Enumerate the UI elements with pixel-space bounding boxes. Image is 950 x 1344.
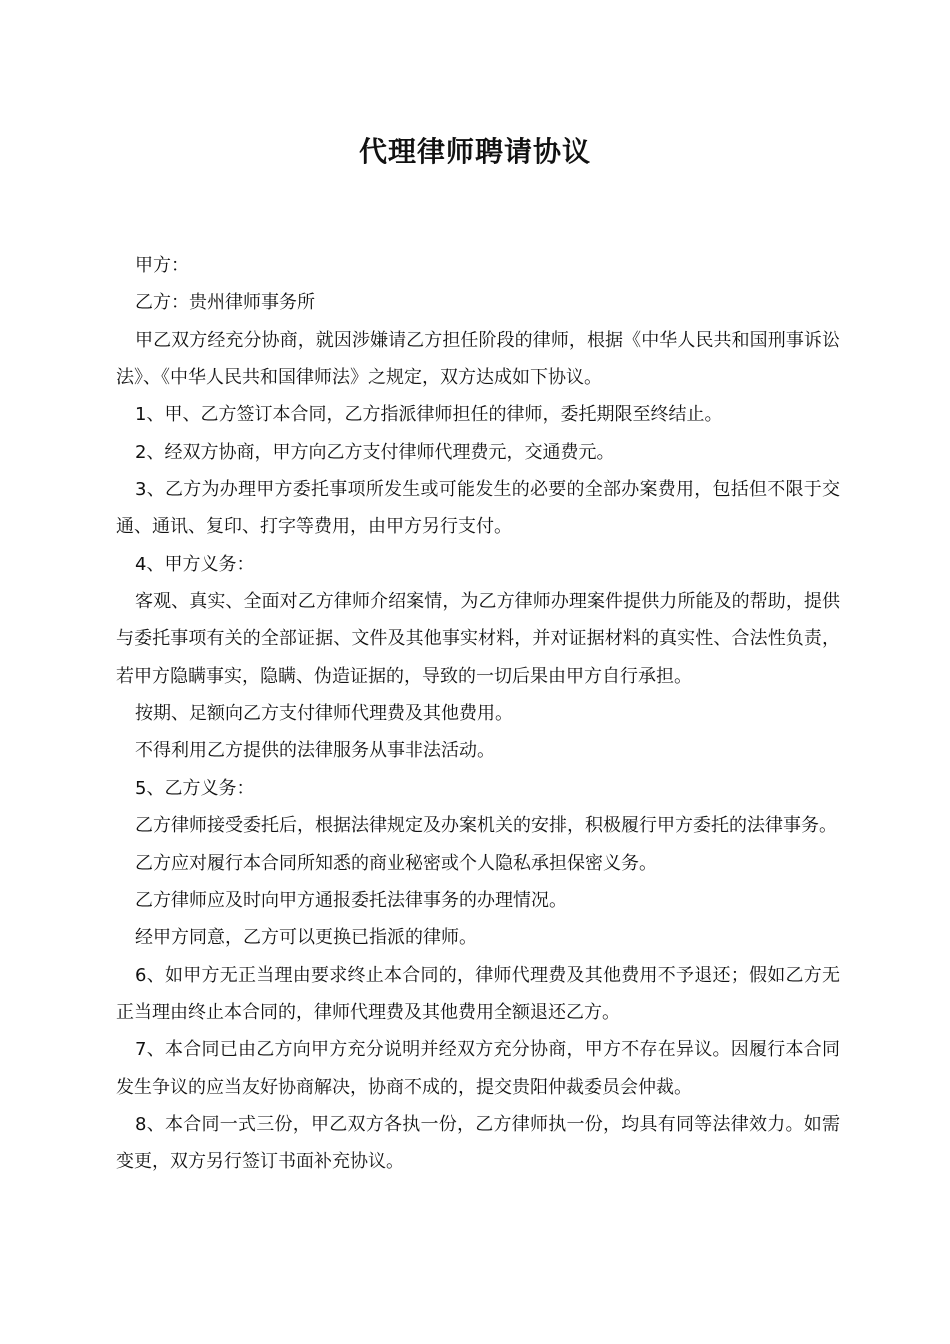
clause-1: 1、甲、乙方签订本合同，乙方指派律师担任的律师，委托期限至终结止。 — [135, 404, 723, 426]
clause-4-heading: 4、甲方义务： — [135, 553, 255, 575]
party-b-line: 乙方：贵州律师事务所 — [135, 292, 315, 314]
clause-8: 8、本合同一式三份，甲乙双方各执一份，乙方律师执一份，均具有同等法律效力。如需变更，双方另行签订书面补充协议。 — [116, 1113, 840, 1173]
party-a-line: 甲方： — [135, 255, 189, 276]
clause-4-item-3: 不得利用乙方提供的法律服务从事非法活动。 — [135, 740, 495, 762]
clause-5-item-3: 乙方律师应及时向甲方通报委托法律事务的办理情况。 — [135, 889, 567, 911]
clause-4-item-1: 客观、真实、全面对乙方律师介绍案情，为乙方律师办理案件提供力所能及的帮助，提供与委托事项有关的全部证据、文件及其他事实材料，并对证据材料的真实性、合法性负责，若甲方隐瞒事实，隐瞒、伪造证据的，导致的一切后果由甲方自行承担。 — [116, 591, 840, 687]
document-body — [116, 247, 840, 1181]
clause-6: 6、如甲方无正当理由要求终止本合同的，律师代理费及其他费用不予退还；假如乙方无正当理由终止本合同的，律师代理费及其他费用全额退还乙方。 — [116, 964, 840, 1023]
clause-5-heading: 5、乙方义务： — [135, 777, 255, 799]
clause-5-item-4: 经甲方同意，乙方可以更换已指派的律师。 — [135, 927, 477, 949]
clause-2: 2、经双方协商，甲方向乙方支付律师代理费元，交通费元。 — [135, 441, 615, 463]
clause-4-item-2: 按期、足额向乙方支付律师代理费及其他费用。 — [135, 703, 513, 725]
clause-7: 7、本合同已由乙方向甲方充分说明并经双方充分协商，甲方不存在异议。因履行本合同发生争议的应当友好协商解决，协商不成的，提交贵阳仲裁委员会仲裁。 — [116, 1039, 840, 1098]
clause-5-item-2: 乙方应对履行本合同所知悉的商业秘密或个人隐私承担保密义务。 — [135, 852, 657, 874]
document-title: 代理律师聘请协议 — [358, 135, 591, 168]
preamble-paragraph: 甲乙双方经充分协商，就因涉嫌请乙方担任阶段的律师，根据《中华人民共和国刑事诉讼法》、《中华人民共和国律师法》之规定，双方达成如下协议。 — [116, 329, 840, 389]
clause-5-item-1: 乙方律师接受委托后，根据法律规定及办案机关的安排，积极履行甲方委托的法律事务。 — [135, 815, 837, 837]
clause-3: 3、乙方为办理甲方委托事项所发生或可能发生的必要的全部办案费用，包括但不限于交通、通讯、复印、打字等费用，由甲方另行支付。 — [116, 479, 840, 538]
